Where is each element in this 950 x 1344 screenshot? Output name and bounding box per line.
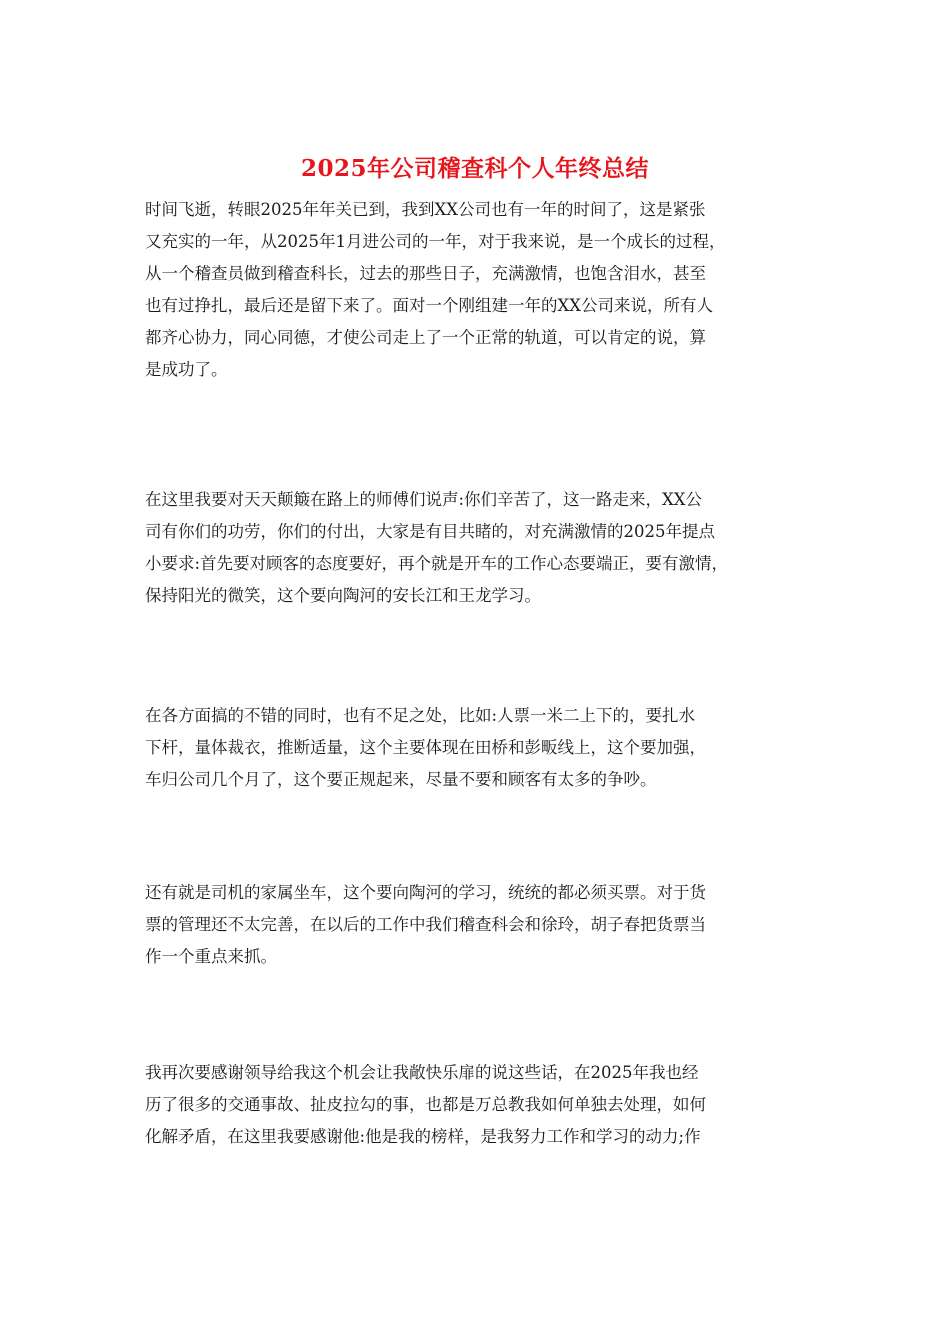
paragraph-line: 票的管理还不太完善，在以后的工作中我们稽查科会和徐玲，胡子春把货票当 bbox=[145, 915, 706, 934]
paragraph-line: 是成功了。 bbox=[145, 360, 228, 379]
paragraph-line: 都齐心协力，同心同德，才使公司走上了一个正常的轨道，可以肯定的说，算 bbox=[145, 328, 706, 347]
paragraph-line: 作一个重点来抓。 bbox=[145, 947, 277, 966]
paragraph-line: 下杆，量体裁衣，推断适量，这个主要体现在田桥和彭畈线上，这个要加强， bbox=[145, 738, 706, 757]
paragraph-line: 车归公司几个月了，这个要正规起来，尽量不要和顾客有太多的争吵。 bbox=[145, 770, 657, 789]
paragraph-line: 历了很多的交通事故、扯皮拉勾的事，也都是万总教我如何单独去处理，如何 bbox=[145, 1095, 706, 1114]
paragraph-1 bbox=[145, 194, 825, 386]
paragraph-line: 司有你们的功劳，你们的付出，大家是有目共睹的，对充满激情的2025年提点 bbox=[145, 522, 715, 541]
paragraph-line: 保持阳光的微笑，这个要向陶河的安长江和王龙学习。 bbox=[145, 586, 541, 605]
paragraph-2 bbox=[145, 484, 825, 612]
paragraph-line: 在各方面搞的不错的同时，也有不足之处，比如:人票一米二上下的，要扎水 bbox=[145, 706, 696, 725]
paragraph-4 bbox=[145, 877, 825, 973]
document-title: 2025年公司稽查科个人年终总结 bbox=[300, 155, 649, 182]
paragraph-line: 在这里我要对天天颠簸在路上的师傅们说声:你们辛苦了，这一路走来，XX公 bbox=[145, 490, 703, 509]
paragraph-3 bbox=[145, 700, 825, 796]
paragraph-line: 化解矛盾，在这里我要感谢他:他是我的榜样，是我努力工作和学习的动力;作 bbox=[145, 1127, 701, 1146]
paragraph-line: 小要求:首先要对顾客的态度要好，再个就是开车的工作心态要端正，要有激情， bbox=[145, 554, 729, 573]
paragraph-5 bbox=[145, 1057, 825, 1153]
paragraph-line: 从一个稽查员做到稽查科长，过去的那些日子，充满激情，也饱含泪水，甚至 bbox=[145, 264, 706, 283]
paragraph-line: 我再次要感谢领导给我这个机会让我敞快乐扉的说这些话，在2025年我也经 bbox=[145, 1063, 699, 1082]
paragraph-line: 还有就是司机的家属坐车，这个要向陶河的学习，统统的都必须买票。对于货 bbox=[145, 883, 706, 902]
paragraph-line: 也有过挣扎，最后还是留下来了。面对一个刚组建一年的XX公司来说，所有人 bbox=[145, 296, 713, 315]
paragraph-line: 又充实的一年，从2025年1月进公司的一年，对于我来说，是一个成长的过程， bbox=[145, 232, 726, 251]
paragraph-line: 时间飞逝，转眼2025年年关已到，我到XX公司也有一年的时间了，这是紧张 bbox=[145, 200, 706, 219]
